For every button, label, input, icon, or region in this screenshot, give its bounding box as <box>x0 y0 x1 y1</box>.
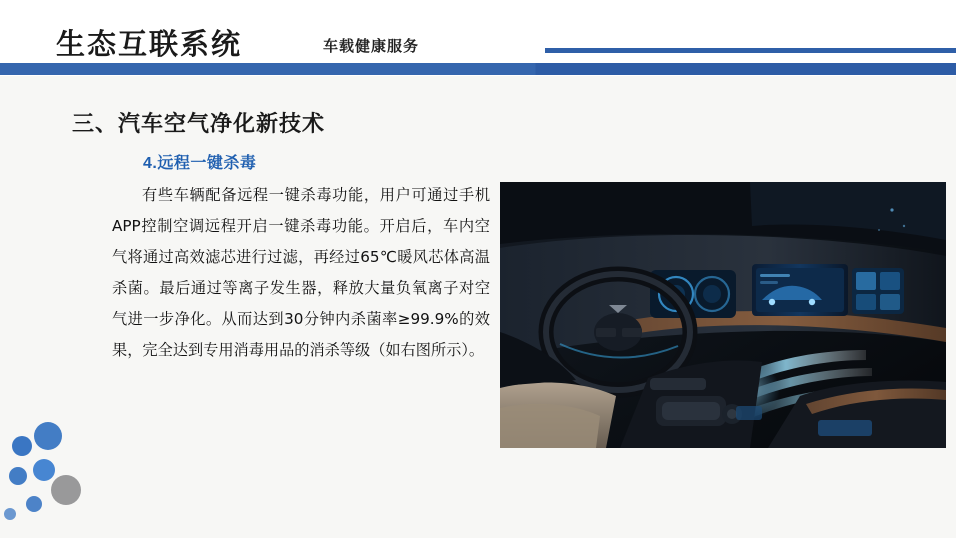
header-subtitle: 车载健康服务 <box>323 38 420 55</box>
car-interior-image <box>500 182 946 448</box>
header-divider-rule <box>0 63 956 75</box>
sub-heading: 4.远程一键杀毒 <box>143 155 257 172</box>
page-title: 生态互联系统 <box>56 27 243 61</box>
decorative-bubbles <box>0 418 130 538</box>
header-accent-bar <box>545 48 956 53</box>
body-paragraph: 有些车辆配备远程一键杀毒功能，用户可通过手机APP控制空调远程开启一键杀毒功能。开启后，车内空气将通过高效滤芯进行过滤，再经过65℃暖风芯体高温杀菌。最后通过等离子发生器，释放大量负氧离子对空气进一步净化。从而达到30分钟内杀菌率≥99.9%的效果，完全达到专用消毒用品的消杀等级（如右图所示）。 <box>112 186 490 359</box>
section-heading: 三、汽车空气净化新技术 <box>72 111 326 137</box>
